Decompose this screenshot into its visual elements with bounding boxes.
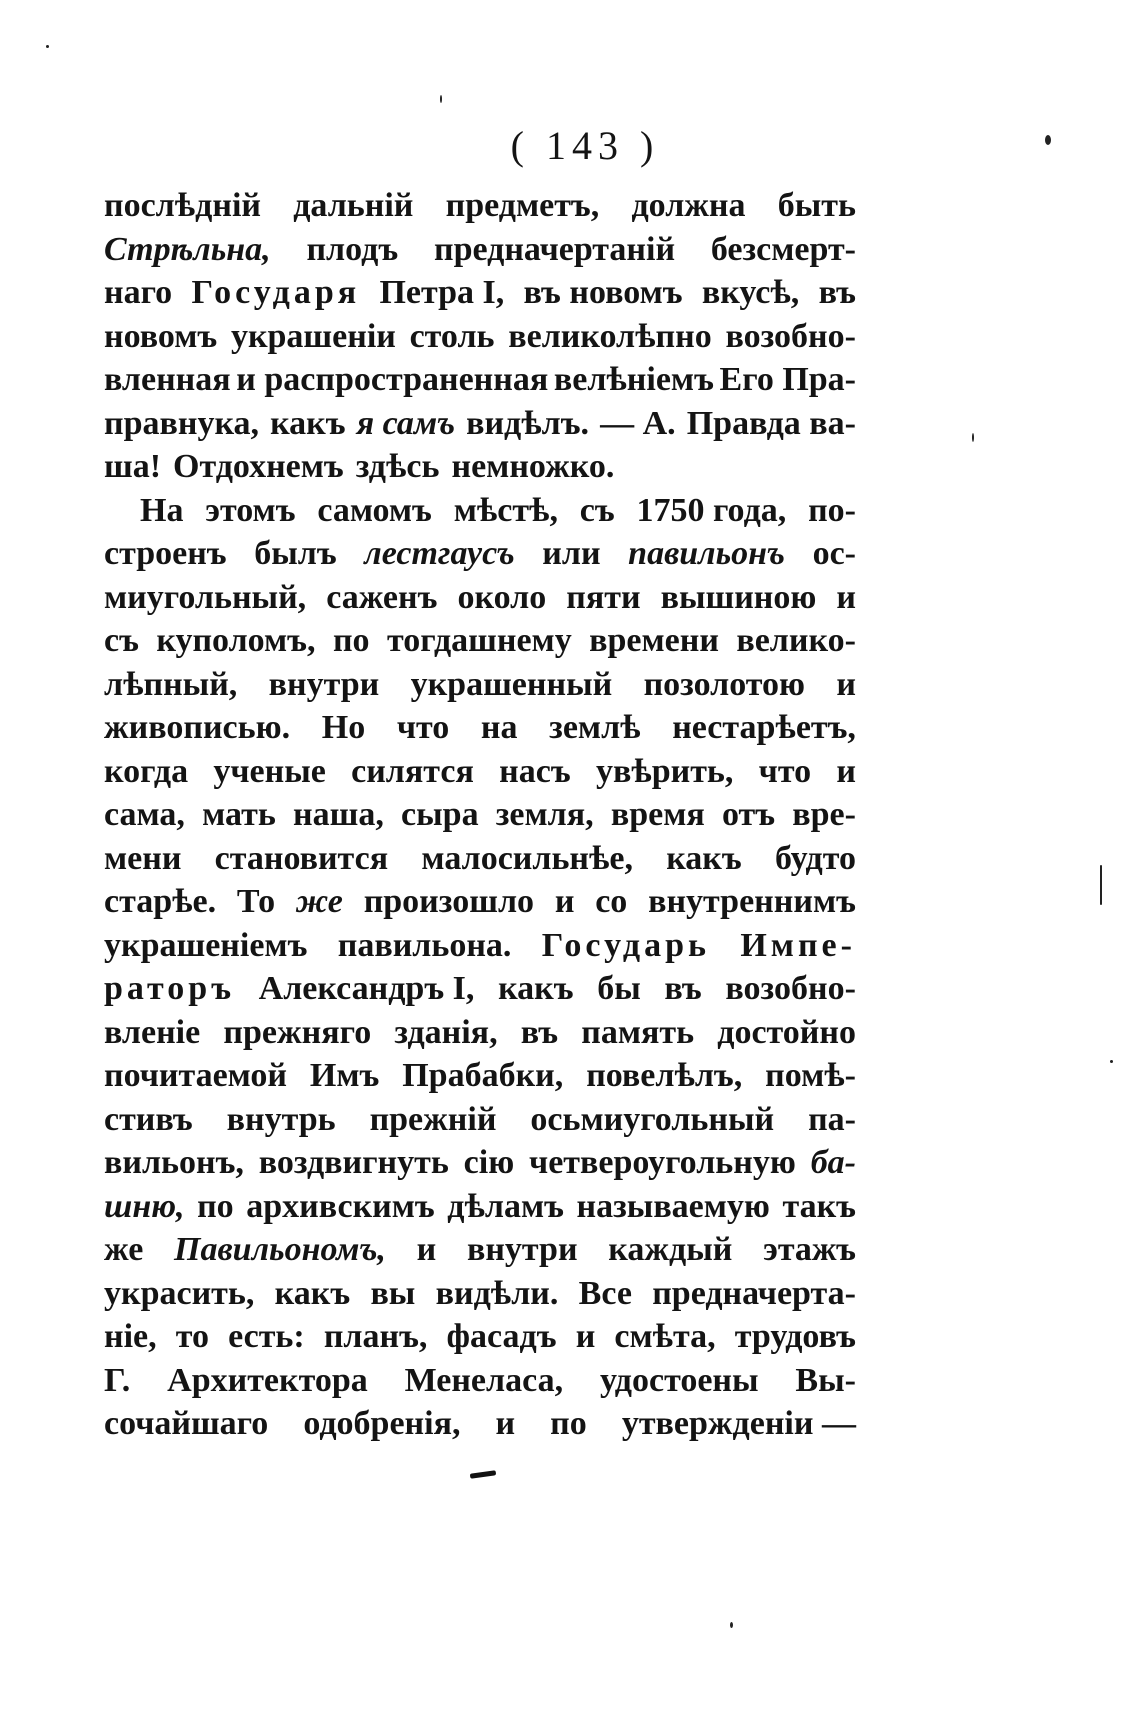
word: Стрѣльна,	[104, 230, 271, 268]
word: новомъ	[104, 317, 218, 355]
word: какъ	[666, 839, 742, 877]
word: архивскимъ	[246, 1187, 435, 1225]
word: помѣ-	[765, 1057, 856, 1094]
word: земля,	[495, 796, 594, 833]
word: и распространенная	[236, 361, 549, 398]
word: дальній	[293, 187, 414, 224]
word: землѣ	[549, 709, 641, 746]
scan-speck	[972, 433, 974, 442]
word: ша!	[104, 448, 162, 485]
word: будто	[774, 839, 856, 877]
word: прежній	[369, 1100, 497, 1138]
word: вышиною	[660, 578, 817, 616]
scan-speck	[46, 45, 49, 48]
scan-speck	[1045, 135, 1051, 145]
word: былъ	[254, 535, 337, 572]
word: этажъ	[763, 1231, 856, 1268]
word: немножко.	[451, 448, 615, 485]
body-text	[104, 184, 856, 1446]
word: мать	[202, 796, 276, 833]
word: какъ	[274, 1274, 351, 1312]
word: по	[197, 1187, 234, 1225]
word: осьмиугольный	[530, 1100, 775, 1138]
word: я самъ	[356, 404, 456, 442]
paragraph	[104, 489, 856, 1446]
word: велико-	[736, 622, 856, 659]
word: строенъ	[104, 535, 227, 572]
word: куполомъ,	[156, 622, 316, 659]
word: или	[542, 535, 601, 572]
word: вы	[370, 1274, 416, 1312]
word: называемую	[576, 1187, 770, 1225]
word: предметъ,	[445, 187, 600, 224]
word: правнука,	[104, 404, 260, 442]
ink-mark	[470, 1470, 496, 1479]
text-line	[104, 184, 856, 228]
word: по	[332, 622, 370, 659]
text-line	[104, 1141, 856, 1185]
word: дѣламъ	[447, 1187, 564, 1225]
word: мѣстѣ,	[453, 491, 558, 529]
word: па-	[808, 1100, 856, 1138]
word: видѣлъ.	[466, 404, 590, 442]
word: Государя	[191, 274, 361, 311]
text-line	[104, 532, 856, 576]
word: Александръ I,	[258, 970, 475, 1007]
word: старѣе.	[104, 883, 217, 920]
word: время	[610, 796, 705, 833]
word: фасадъ	[446, 1318, 557, 1355]
word: такъ	[782, 1187, 856, 1225]
text-line	[104, 576, 856, 620]
word: послѣдній	[104, 187, 261, 224]
text-line	[104, 837, 856, 881]
word: времени	[589, 622, 719, 659]
word: же	[295, 883, 343, 920]
word: Имъ	[309, 1057, 380, 1094]
word: что	[396, 709, 450, 746]
word: быть	[777, 187, 856, 224]
text-line	[104, 967, 856, 1011]
text-line	[104, 663, 856, 707]
word: и	[554, 883, 575, 920]
word: то	[175, 1318, 210, 1355]
word: этомъ	[205, 491, 296, 529]
word: саженъ	[326, 578, 438, 616]
word: какъ	[270, 404, 346, 442]
word: есть:	[228, 1318, 305, 1355]
word: мени	[104, 839, 182, 877]
scan-speck	[1110, 1060, 1113, 1063]
text-line	[104, 1359, 856, 1403]
word: павильонъ	[628, 535, 785, 572]
text-line	[104, 315, 856, 359]
word: утвержденіи —	[621, 1405, 856, 1442]
word: трудовъ	[734, 1318, 856, 1355]
word: самомъ	[317, 491, 432, 529]
word: Вы-	[795, 1361, 856, 1399]
word: позолотою	[643, 665, 806, 703]
word: внутри	[466, 1231, 578, 1268]
word: по-	[808, 491, 856, 529]
scan-speck	[440, 95, 442, 103]
word: въ	[664, 970, 702, 1007]
word: достойно	[717, 1013, 856, 1051]
word: живописью.	[104, 709, 291, 746]
word: въ	[520, 1013, 559, 1051]
scan-speck	[730, 1622, 733, 1628]
word: вре-	[792, 796, 856, 833]
word: пяти	[566, 578, 641, 616]
text-line	[104, 1098, 856, 1142]
text-line	[104, 489, 856, 533]
word: память	[581, 1013, 695, 1051]
word: безсмерт-	[710, 230, 856, 268]
word: прежняго	[223, 1013, 372, 1051]
text-line	[104, 1185, 856, 1229]
word: по	[550, 1405, 587, 1442]
word: возобно-	[725, 970, 856, 1007]
word: вленная	[104, 361, 231, 398]
word: сыра	[401, 796, 479, 833]
page-number: ( 143 )	[510, 123, 660, 168]
word: столь	[409, 317, 495, 355]
text-line	[104, 1402, 856, 1446]
word: украсить,	[104, 1274, 255, 1312]
word: насъ	[499, 752, 571, 790]
word: одобренія,	[303, 1405, 461, 1442]
word: ос-	[812, 535, 856, 572]
text-line	[104, 619, 856, 663]
word: предначертаній	[434, 230, 676, 268]
word: произошло	[363, 883, 535, 920]
word: увѣрить,	[595, 752, 734, 790]
word: внутрь	[226, 1100, 336, 1138]
word: Все	[578, 1274, 632, 1312]
word: Павильономъ,	[174, 1231, 386, 1268]
word: и	[416, 1231, 437, 1268]
word: почитаемой	[104, 1057, 287, 1094]
word: стивъ	[104, 1100, 193, 1138]
word: сочайшаго	[104, 1405, 269, 1442]
word: Прабабки,	[402, 1057, 564, 1094]
scan-speck	[1100, 865, 1102, 905]
word: Но	[321, 709, 366, 746]
word: въ	[818, 274, 856, 311]
word: становится	[214, 839, 389, 877]
word: украшеніемъ	[104, 926, 308, 964]
word: каждый	[608, 1231, 733, 1268]
text-line	[104, 793, 856, 837]
word: планъ,	[323, 1318, 428, 1355]
word: 1750 года,	[636, 491, 787, 529]
word: воздвигнуть	[258, 1144, 449, 1181]
word: наша,	[293, 796, 384, 833]
word: раторъ	[104, 970, 236, 1007]
word: Государь	[541, 926, 711, 964]
word: и	[575, 1318, 596, 1355]
word: бы	[597, 970, 641, 1007]
word: что	[758, 752, 812, 790]
word: На	[140, 491, 184, 529]
word: какъ	[498, 970, 574, 1007]
word: украшеніи	[230, 317, 396, 355]
text-line	[104, 228, 856, 272]
word: Г.	[104, 1361, 131, 1399]
word: малосильнѣе,	[421, 839, 634, 877]
word: павильона.	[337, 926, 512, 964]
word: повелѣлъ,	[586, 1057, 743, 1094]
word: наго	[104, 274, 173, 311]
word: удостоены	[599, 1361, 759, 1399]
word: внутреннимъ	[648, 883, 856, 920]
word: нестарѣетъ,	[672, 709, 856, 746]
word: когда	[104, 752, 189, 790]
word: лѣпный,	[104, 665, 238, 703]
word: Правда ва-	[686, 404, 856, 442]
word: на	[480, 709, 518, 746]
word: въ новомъ	[523, 274, 683, 311]
text-line	[104, 1011, 856, 1055]
text-line	[104, 358, 856, 402]
word: же	[104, 1231, 144, 1268]
word: должна	[631, 187, 746, 224]
word: предначерта-	[652, 1274, 856, 1312]
word: здѣсь	[355, 448, 440, 485]
word: силятся	[351, 752, 474, 790]
word: около	[457, 578, 547, 616]
word: Менеласа,	[404, 1361, 564, 1399]
text-line	[104, 445, 856, 489]
word: отъ	[721, 796, 776, 833]
text-line	[104, 750, 856, 794]
word: Архитектора	[167, 1361, 368, 1399]
word: ніе,	[104, 1318, 157, 1355]
word: внутри	[268, 665, 380, 703]
text-line	[104, 271, 856, 315]
word: ученые	[213, 752, 326, 790]
word: четвероугольную	[529, 1144, 796, 1181]
word: съ	[104, 622, 139, 659]
paragraph	[104, 184, 856, 489]
text-line	[104, 924, 856, 968]
word: плодъ	[306, 230, 399, 268]
text-line	[104, 402, 856, 446]
word: шню,	[104, 1187, 185, 1225]
word: зданія,	[394, 1013, 498, 1051]
word: ба-	[810, 1144, 856, 1181]
word: миугольный,	[104, 578, 307, 616]
word: Отдохнемъ	[173, 448, 344, 485]
word: То	[236, 883, 276, 920]
text-line	[104, 1272, 856, 1316]
word: сама,	[104, 796, 185, 833]
word: Петра I,	[379, 274, 505, 311]
word: видѣли.	[435, 1274, 559, 1312]
word: вленіе	[104, 1013, 201, 1051]
text-line	[104, 1315, 856, 1359]
word: лестгаусъ	[364, 535, 515, 572]
text-line	[104, 1228, 856, 1272]
word: смѣта,	[614, 1318, 716, 1355]
word: Его Пра-	[719, 361, 856, 398]
word: и	[836, 578, 856, 616]
word: возобно-	[725, 317, 856, 355]
word: и	[836, 665, 856, 703]
word: и	[836, 752, 856, 790]
word: великолѣпно	[508, 317, 712, 355]
word: сію	[463, 1144, 515, 1181]
word: съ	[579, 491, 615, 529]
word: тогдашнему	[386, 622, 572, 659]
word: украшенный	[410, 665, 613, 703]
word: вкусѣ,	[701, 274, 800, 311]
word: Импе-	[740, 926, 856, 964]
text-line	[104, 1054, 856, 1098]
word: вильонъ,	[104, 1144, 244, 1181]
text-line	[104, 880, 856, 924]
word: — А.	[600, 404, 676, 442]
word: со	[595, 883, 628, 920]
word: велѣніемъ	[553, 361, 714, 398]
word: и	[495, 1405, 516, 1442]
text-line	[104, 706, 856, 750]
